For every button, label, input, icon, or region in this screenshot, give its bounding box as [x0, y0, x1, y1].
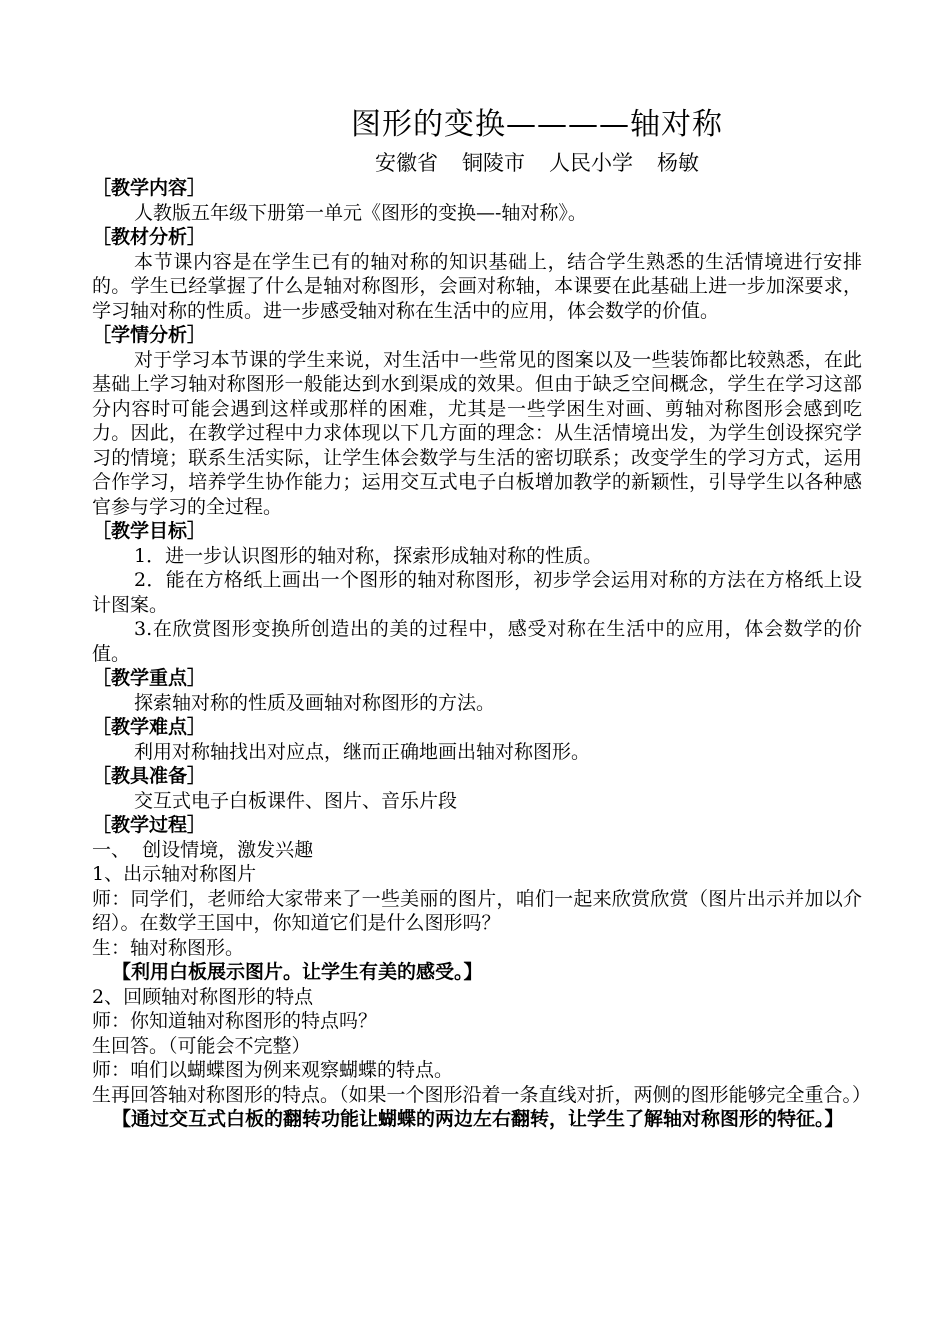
goal-item-3: 3.在欣赏图形变换所创造出的美的过程中，感受对称在生活中的应用，体会数学的价值。: [92, 618, 862, 665]
section-heading-tools: ［教具准备］: [92, 765, 207, 787]
section-text-tools: 交互式电子白板课件、图片、音乐片段: [134, 789, 458, 812]
process-step-1-2: 2、回顾轴对称图形的特点: [92, 985, 314, 1008]
note-1: 【利用白板展示图片。让学生有美的感受。】: [112, 961, 483, 983]
section-text-learner: 对于学习本节课的学生来说，对生活中一些常见的图案以及一些装饰都比较熟悉，在此基础上学习轴对称图形一般能达到水到渠成的效果。但由于缺乏空间概念，学生在学习这部分内容时可能会遇到这样或那样的困难，尤其是一些学困生对画、剪轴对称图形会感到吃力。因此，在教学过程中力求体现以下几方面的理念：从生活情境出发，为学生创设探究学习的情境；联系生活实际，让学生体会数学与生活的密切联系；改变学生的学习方式，运用合作学习，培养学生协作能力；运用交互式电子白板增加教学的新颖性，引导学生以各种感官参与学习的全过程。: [92, 348, 862, 518]
section-heading-process: ［教学过程］: [92, 814, 207, 836]
author-name: 杨敏: [657, 151, 699, 175]
document-page: [92, 100, 872, 1132]
author-province: 安徽省: [375, 151, 438, 175]
section-heading-difficulty: ［教学难点］: [92, 716, 207, 738]
section-heading-material: ［教材分析］: [92, 226, 207, 248]
author-city: 铜陵市: [462, 151, 525, 175]
section-text-material: 本节课内容是在学生已有的轴对称的知识基础上，结合学生熟悉的生活情境进行安排的。学生已经掌握了什么是轴对称图形，会画对称轴，本课要在此基础上进一步加深要求，学习轴对称的性质。进一步感受轴对称在生活中的应用，体会数学的价值。: [92, 250, 862, 322]
goal-item-2: 2．能在方格纸上画出一个图形的轴对称图形，初步学会运用对称的方法在方格纸上设计图案。: [92, 569, 862, 616]
teacher-line-3: 师：咱们以蝴蝶图为例来观察蝴蝶的特点。: [92, 1059, 454, 1081]
student-line-2: 生回答。（可能会不完整）: [92, 1034, 311, 1057]
author-line: [92, 150, 862, 176]
section-text-content: 人教版五年级下册第一单元《图形的变换—-轴对称》。: [134, 201, 587, 224]
student-line-3: 生再回答轴对称图形的特点。（如果一个图形沿着一条直线对折，两侧的图形能够完全重合。）: [92, 1083, 872, 1106]
author-school: 人民小学: [549, 151, 633, 175]
section-heading-content: ［教学内容］: [92, 177, 207, 199]
section-heading-key: ［教学重点］: [92, 667, 207, 689]
section-heading-goals: ［教学目标］: [92, 520, 207, 542]
section-text-difficulty: 利用对称轴找出对应点，继而正确地画出轴对称图形。: [134, 740, 591, 763]
process-step-1: 一、 创设情境，激发兴趣: [92, 838, 314, 861]
note-2: 【通过交互式白板的翻转功能让蝴蝶的两边左右翻转，让学生了解轴对称图形的特征。】: [112, 1108, 844, 1130]
student-line-1: 生：轴对称图形。: [92, 936, 245, 959]
teacher-line-1: 师：同学们，老师给大家带来了一些美丽的图片，咱们一起来欣赏欣赏（图片出示并加以介绍）。在数学王国中，你知道它们是什么图形吗？: [92, 887, 862, 934]
process-step-1-1: 1、出示轴对称图片: [92, 863, 257, 885]
goal-item-1: 1．进一步认识图形的轴对称，探索形成轴对称的性质。: [134, 544, 603, 567]
section-text-key: 探索轴对称的性质及画轴对称图形的方法。: [134, 691, 496, 714]
section-heading-learner: ［学情分析］: [92, 324, 207, 346]
document-title: 图形的变换————轴对称: [351, 107, 723, 142]
teacher-line-2: 师：你知道轴对称图形的特点吗？: [92, 1010, 378, 1032]
